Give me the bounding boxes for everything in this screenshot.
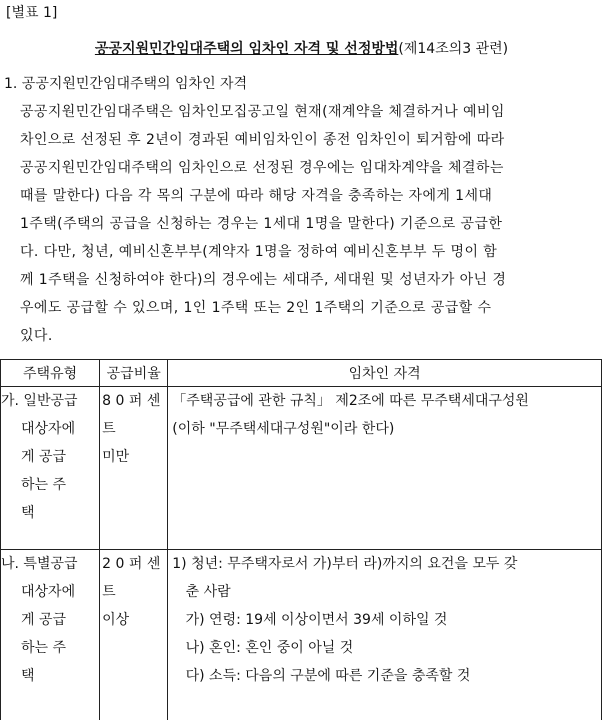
cell-line: 트 bbox=[100, 578, 167, 606]
title-ref: (제14조의3 관련) bbox=[398, 41, 508, 57]
cell-housing-type bbox=[1, 387, 100, 550]
cell-line: 나. 특별공급 bbox=[1, 550, 99, 578]
body-line: 때를 말한다) 다음 각 목의 구분에 따라 해당 자격을 충족하는 자에게 1세대 bbox=[20, 182, 602, 210]
table-header-row bbox=[1, 360, 602, 387]
body-line: 있다. bbox=[20, 322, 602, 350]
cell-line: 게 공급 bbox=[1, 443, 99, 471]
table-row bbox=[1, 550, 602, 720]
cell-line: 춘 사람 bbox=[168, 578, 601, 606]
cell-line: 게 공급 bbox=[1, 606, 99, 634]
annex-tag: [별표 1] bbox=[6, 2, 57, 22]
body-line: 공공지원민간임대주택의 임차인으로 선정된 경우에는 임대차계약을 체결하는 bbox=[20, 154, 602, 182]
cell-line: 「주택공급에 관한 규칙」 제2조에 따른 무주택세대구성원 bbox=[168, 387, 601, 415]
cell-line: 택 bbox=[1, 662, 99, 690]
header-housing-type: 주택유형 bbox=[1, 360, 100, 387]
cell-supply-ratio bbox=[100, 387, 168, 550]
cell-line: 가. 일반공급 bbox=[1, 387, 99, 415]
cell-line: 대상자에 bbox=[1, 415, 99, 443]
cell-line: 1) 청년: 무주택자로서 가)부터 라)까지의 요건을 모두 갖 bbox=[168, 550, 601, 578]
cell-line: 나) 혼인: 혼인 중이 아닐 것 bbox=[168, 634, 601, 662]
cell-line: 미만 bbox=[100, 443, 167, 471]
cell-line: 다) 소득: 다음의 구분에 따른 기준을 충족할 것 bbox=[168, 662, 601, 690]
cell-housing-type bbox=[1, 550, 100, 720]
body-line: 공공지원민간임대주택은 임차인모집공고일 현재(재계약을 체결하거나 예비임 bbox=[20, 98, 602, 126]
body-line: 우에도 공급할 수 있으며, 1인 1주택 또는 2인 1주택의 기준으로 공급할 수 bbox=[20, 294, 602, 322]
body-paragraph bbox=[20, 98, 602, 350]
section-heading: 1. 공공지원민간임대주택의 임차인 자격 bbox=[4, 73, 247, 93]
cell-supply-ratio bbox=[100, 550, 168, 720]
cell-qualification bbox=[168, 387, 602, 550]
body-line: 차인으로 선정된 후 2년이 경과된 예비임차인이 종전 임차인이 퇴거함에 따라 bbox=[20, 126, 602, 154]
body-line: 다. 다만, 청년, 예비신혼부부(계약자 1명을 정하여 예비신혼부부 두 명이 함 bbox=[20, 238, 602, 266]
table-row bbox=[1, 387, 602, 550]
eligibility-table bbox=[0, 359, 602, 720]
cell-line: 이상 bbox=[100, 606, 167, 634]
cell-line: 하는 주 bbox=[1, 471, 99, 499]
cell-line: 가) 연령: 19세 이상이면서 39세 이하일 것 bbox=[168, 606, 601, 634]
title-main: 공공지원민간임대주택의 임차인 자격 및 선정방법 bbox=[95, 41, 399, 57]
cell-line: 8 0 퍼 센 bbox=[100, 387, 167, 415]
body-line: 1주택(주택의 공급을 신청하는 경우는 1세대 1명을 말한다) 기준으로 공급한 bbox=[20, 210, 602, 238]
cell-line: (이하 "무주택세대구성원"이라 한다) bbox=[168, 415, 601, 443]
body-line: 께 1주택을 신청하여야 한다)의 경우에는 세대주, 세대원 및 성년자가 아닌 경 bbox=[20, 266, 602, 294]
cell-line: 대상자에 bbox=[1, 578, 99, 606]
header-qualification: 임차인 자격 bbox=[168, 360, 602, 387]
cell-line: 하는 주 bbox=[1, 634, 99, 662]
cell-line: 트 bbox=[100, 415, 167, 443]
cell-line: 택 bbox=[1, 499, 99, 527]
document-title bbox=[0, 38, 603, 58]
cell-line: 2 0 퍼 센 bbox=[100, 550, 167, 578]
cell-qualification bbox=[168, 550, 602, 720]
header-supply-ratio: 공급비율 bbox=[100, 360, 168, 387]
